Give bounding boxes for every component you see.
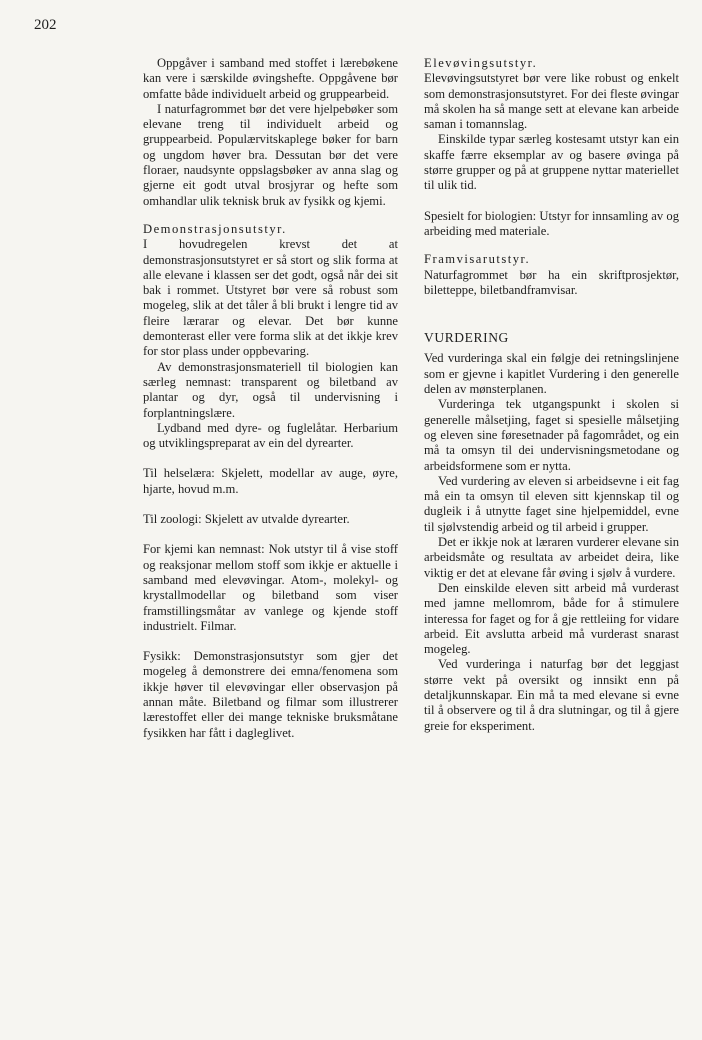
paragraph-framvisarutstyr: Naturfagrommet bør ha ein skriftprosjektør, biletteppe, biletbandframvisar.	[424, 267, 679, 297]
heading-demonstrasjonsutstyr: Demonstrasjonsutstyr.	[143, 221, 287, 236]
heading-vurdering: VURDERING	[424, 330, 509, 346]
paragraph-hjelpeboker: I naturfagrommet bør det vere hjelpebøker som elevane treng til individuelt arbeid og gruppearbeid. Populærvitskaplege bøker for barn og ungdom høver bra. Dessutan bør det vere floraer, naudsynte oppslagsbøker av anna slag og gjerne eit godt utval brosjyrar og hefte som omhandlar ulik teknisk bruk av fysikk og kjemi.	[143, 101, 398, 208]
paragraph-vurdering-5: Den einskilde eleven sitt arbeid må vurderast med jamne mellomrom, både for å stimulere interessa for faget og for å gje rettleiing for vidare arbeid. Eit avslutta arbeid må vurderast snarast mogeleg.	[424, 580, 679, 657]
paragraph-demo-hovudregel: I hovudregelen krevst det at demonstrasjonsutstyret er så stort og slik forma at alle elevane i klassen ser det godt, også når dei sit bak i rommet. Utstyret bør vere så robust som mogeleg, slik at det tåler å bli brukt i lengre tid av fleire lærarar og elevar. Det bør kunne demonterast eller vere forma slik at det ikkje krev for stor plass under oppbevaring.	[143, 237, 398, 359]
paragraph-vurdering-4: Det er ikkje nok at læraren vurderer elevane sin arbeidsmåte og resultata av arbeidet deira, like viktig er det at elevane får øving i sjølv å vurdere.	[424, 535, 679, 580]
heading-framvisarutstyr: Framvisarutstyr.	[424, 252, 531, 267]
paragraph-vurdering-1: Ved vurderinga skal ein følgje dei retningslinjene som er gjevne i kapitlet Vurdering i den generelle delen av mønsterplanen.	[424, 351, 679, 397]
paragraph-zoologi: Til zoologi: Skjelett av utvalde dyrearter.	[143, 512, 350, 527]
paragraph-oppgaver: Oppgåver i samband med stoffet i lærebøkene kan vere i særskilde øvingshefte. Oppgåvene bør omfatte både individuelt arbeid og gruppearbeid.	[143, 56, 398, 101]
paragraph-kostesamt-utstyr: Einskilde typar særleg kostesamt utstyr kan ein skaffe færre eksemplar av og basere øvinga på større grupper og på at gruppene nyttar materiellet til ulik tid.	[424, 132, 679, 193]
paragraph-helselaera: Til helselæra: Skjelett, modellar av auge, øyre, hjarte, hovud m.m.	[143, 466, 398, 496]
paragraph-demo-lydband: Lydband med dyre- og fuglelåtar. Herbarium og utviklingspreparat av ein del dyrearter.	[143, 420, 398, 451]
left-column	[143, 56, 398, 741]
paragraph-fysikk: Fysikk: Demonstrasjonsutstyr som gjer det mogeleg å demonstrere dei emna/fenomena som ikkje høver til elevøvingar eller observasjon på annan måte. Biletband og filmar som illustrerer lærestoffet eller dei mange tekniske bruksmåtane fysikken har fått i dagleglivet.	[143, 649, 398, 740]
paragraph-vurdering-6: Ved vurderinga i naturfag bør det leggjast større vekt på oversikt og innsikt enn på detaljkunnskapar. Ein må ta med elevane si evne til å observere og til å dra slutningar, og til å gjere greie for eksperiment.	[424, 657, 679, 733]
paragraph-demo-biologi: Av demonstrasjonsmateriell til biologien kan særleg nemnast: transparent og biletband av plantar og dyr, også til undervisning i forplantningslære.	[143, 359, 398, 420]
heading-elevovingsutstyr: Elevøvingsutstyr.	[424, 56, 538, 70]
paragraph-kjemi: For kjemi kan nemnast: Nok utstyr til å vise stoff og reaksjonar mellom stoff som ikkje er aktuelle i samband med elevøvingar. Atom-, molekyl- og krystallmodellar og biletband som viser framstillingsmåtar av vanlege og kjende stoff industrielt. Filmar.	[143, 542, 398, 633]
paragraph-elevovingsutstyr: Elevøvingsutstyret bør vere like robust og enkelt som demonstrasjonsutstyret. For dei fleste øvingar må skolen ha så mange sett at elevane kan arbeide saman i tomannslag.	[424, 71, 679, 132]
right-column	[424, 56, 679, 734]
paragraph-vurdering-2: Vurderinga tek utgangspunkt i skolen si generelle målsetjing, faget si spesielle målsetjing og eleven sine føresetnader på fagområdet, og ein må ta omsyn til dei undervisningsmetodane og arbeidsformene som er nytta.	[424, 397, 679, 473]
page-number: 202	[34, 17, 57, 33]
paragraph-biologi: Spesielt for biologien: Utstyr for innsamling av og arbeiding med materiale.	[424, 208, 679, 238]
paragraph-vurdering-3: Ved vurdering av eleven si arbeidsevne i eit fag må ein ta omsyn til eleven sitt kjennskap til og dugleik i å utnytte faget sine hjelpemiddel, evne til sjølvstendig arbeid og til arbeid i grupper.	[424, 473, 679, 534]
